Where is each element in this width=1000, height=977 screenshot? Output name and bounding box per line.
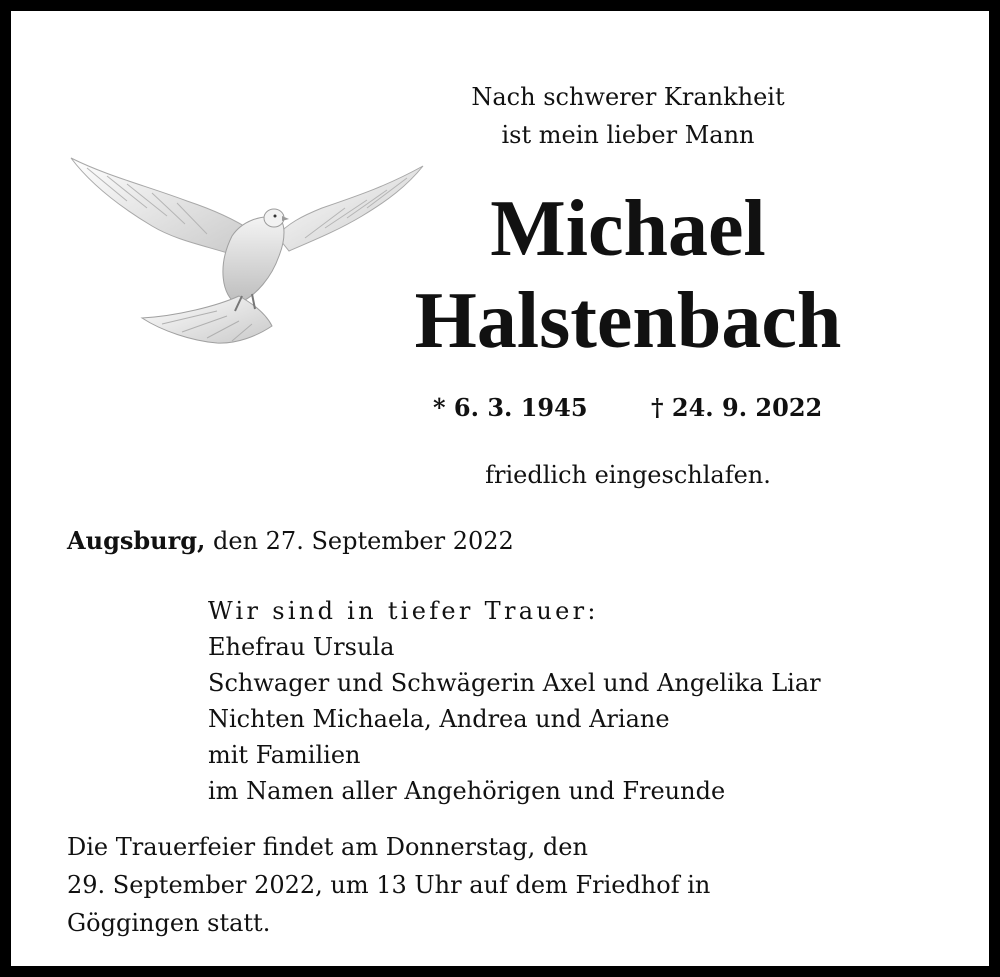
intro-line-1: Nach schwerer Krankheit [471, 83, 785, 111]
white-dove-icon [67, 146, 427, 351]
place-name: Augsburg, [67, 526, 206, 555]
passing-text: friedlich eingeschlafen. [485, 461, 771, 489]
intro-line-2: ist mein lieber Mann [501, 121, 755, 149]
deceased-first-name: Michael [490, 185, 766, 273]
mourner-line: mit Familien [208, 741, 361, 769]
funeral-info-line: Göggingen statt. [67, 909, 271, 937]
place-date-line [67, 526, 514, 555]
birth-date: * 6. 3. 1945 [433, 393, 588, 422]
mourner-line: Schwager und Schwägerin Axel und Angelika Liar [208, 669, 821, 697]
mourners-heading: Wir sind in tiefer Trauer: [208, 597, 599, 625]
mourner-line: Nichten Michaela, Andrea und Ariane [208, 705, 670, 733]
deceased-last-name: Halstenbach [414, 277, 842, 365]
funeral-info-line: 29. September 2022, um 13 Uhr auf dem Friedhof in [67, 871, 711, 899]
notice-date: den 27. September 2022 [205, 527, 514, 555]
mourner-line: im Namen aller Angehörigen und Freunde [208, 777, 726, 805]
death-date: † 24. 9. 2022 [651, 393, 823, 422]
mourner-line: Ehefrau Ursula [208, 633, 395, 661]
funeral-info-line: Die Trauerfeier findet am Donnerstag, den [67, 833, 588, 861]
